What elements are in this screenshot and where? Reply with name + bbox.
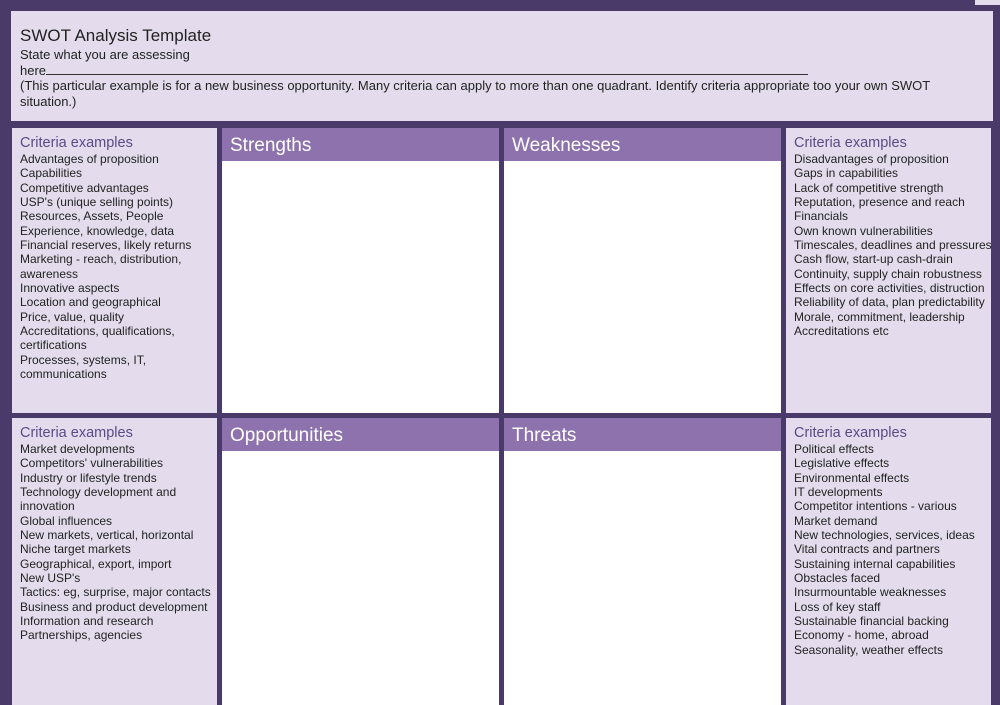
criteria-item: Accreditations, qualifications, — [20, 324, 175, 339]
criteria-item: New USP's — [20, 571, 81, 586]
criteria-item: USP's (unique selling points) — [20, 195, 174, 210]
criteria-item: Partnerships, agencies — [20, 628, 143, 643]
weaknesses-criteria-panel — [786, 128, 991, 413]
strengths-criteria-title: Criteria examples — [20, 135, 133, 151]
criteria-item: Competitor intentions - various — [794, 499, 957, 514]
criteria-item: Morale, commitment, leadership — [794, 309, 965, 324]
criteria-item: innovation — [20, 499, 75, 514]
here-label: here — [20, 62, 47, 78]
threats-criteria-list — [794, 442, 991, 657]
criteria-item: Processes, systems, IT, — [20, 352, 147, 367]
criteria-item: Gaps in capabilities — [794, 166, 899, 181]
criteria-item: Reputation, presence and reach — [794, 195, 965, 210]
criteria-item: Environmental effects — [794, 470, 910, 485]
criteria-item: awareness — [20, 266, 79, 281]
criteria-item: Reliability of data, plan predictability — [794, 295, 985, 310]
assess-prompt: State what you are assessing — [20, 47, 190, 62]
criteria-item: Experience, knowledge, data — [20, 223, 175, 238]
criteria-item: Effects on core activities, distruction — [794, 281, 985, 296]
criteria-item: Location and geographical — [20, 295, 161, 310]
criteria-item: Financial reserves, likely returns — [20, 238, 192, 253]
criteria-item: Political effects — [794, 442, 874, 456]
strengths-heading: Strengths — [222, 128, 499, 161]
criteria-item: New markets, vertical, horizontal — [20, 528, 194, 543]
criteria-item: Timescales, deadlines and pressures — [794, 238, 992, 253]
criteria-item: Vital contracts and partners — [794, 542, 940, 557]
weaknesses-criteria-list — [794, 152, 991, 338]
criteria-item: Niche target markets — [20, 542, 131, 557]
threats-criteria-title: Criteria examples — [794, 425, 907, 441]
criteria-item: Advantages of proposition — [20, 152, 159, 166]
opportunities-criteria-title: Criteria examples — [20, 425, 133, 441]
criteria-item: Cash flow, start-up cash-drain — [794, 252, 953, 267]
criteria-item: Price, value, quality — [20, 309, 125, 324]
criteria-item: Technology development and — [20, 485, 177, 500]
weaknesses-criteria-title: Criteria examples — [794, 135, 907, 151]
criteria-item: Market developments — [20, 442, 135, 456]
opportunities-criteria-panel — [12, 418, 217, 705]
criteria-item: Marketing - reach, distribution, — [20, 252, 182, 267]
assess-field-row — [20, 63, 993, 79]
criteria-item: New technologies, services, ideas — [794, 528, 975, 543]
threats-quadrant[interactable] — [504, 418, 781, 705]
criteria-item: Capabilities — [20, 166, 83, 181]
criteria-item: Legislative effects — [794, 456, 890, 471]
criteria-item: Own known vulnerabilities — [794, 223, 933, 238]
page-title: SWOT Analysis Template — [20, 26, 212, 45]
criteria-item: Obstacles faced — [794, 571, 881, 586]
criteria-item: Tactics: eg, surprise, major contacts — [20, 585, 211, 600]
criteria-item: Competitors' vulnerabilities — [20, 456, 164, 471]
criteria-item: IT developments — [794, 485, 883, 500]
criteria-item: Insurmountable weaknesses — [794, 585, 947, 600]
criteria-item: Sustaining internal capabilities — [794, 556, 956, 571]
weaknesses-heading: Weaknesses — [504, 128, 781, 161]
note-line-1: (This particular example is for a new business opportunity. Many criteria can apply to more than one quadrant. Identify criteria appropriate too your own SWOT — [20, 78, 931, 93]
criteria-item: Resources, Assets, People — [20, 209, 164, 224]
threats-criteria-panel — [786, 418, 991, 705]
opportunities-quadrant[interactable] — [222, 418, 499, 705]
criteria-item: communications — [20, 367, 107, 382]
corner-accent — [975, 0, 1000, 5]
top-border — [0, 0, 1000, 11]
strengths-criteria-panel — [12, 128, 217, 413]
criteria-item: Geographical, export, import — [20, 556, 172, 571]
criteria-item: Industry or lifestyle trends — [20, 470, 157, 485]
criteria-item: Global influences — [20, 513, 113, 528]
criteria-item: Innovative aspects — [20, 281, 120, 296]
note-line-2: situation.) — [20, 93, 77, 109]
criteria-item: certifications — [20, 338, 87, 353]
criteria-item: Lack of competitive strength — [794, 180, 944, 195]
criteria-item: Seasonality, weather effects — [794, 642, 943, 657]
strengths-criteria-list — [20, 152, 217, 382]
criteria-item: Accreditations etc — [794, 324, 889, 339]
assess-blank-line[interactable] — [46, 63, 808, 75]
criteria-item: Sustainable financial backing — [794, 614, 949, 629]
criteria-item: Financials — [794, 209, 849, 224]
opportunities-criteria-list — [20, 442, 217, 643]
opportunities-heading: Opportunities — [222, 418, 499, 451]
criteria-item: Disadvantages of proposition — [794, 152, 949, 166]
criteria-item: Continuity, supply chain robustness — [794, 266, 982, 281]
header-panel — [11, 11, 993, 121]
weaknesses-quadrant[interactable] — [504, 128, 781, 413]
criteria-item: Competitive advantages — [20, 180, 149, 195]
criteria-item: Loss of key staff — [794, 599, 881, 614]
criteria-item: Market demand — [794, 513, 878, 528]
threats-heading: Threats — [504, 418, 781, 451]
strengths-quadrant[interactable] — [222, 128, 499, 413]
criteria-item: Information and research — [20, 614, 154, 629]
criteria-item: Economy - home, abroad — [794, 628, 929, 643]
criteria-item: Business and product development — [20, 599, 208, 614]
